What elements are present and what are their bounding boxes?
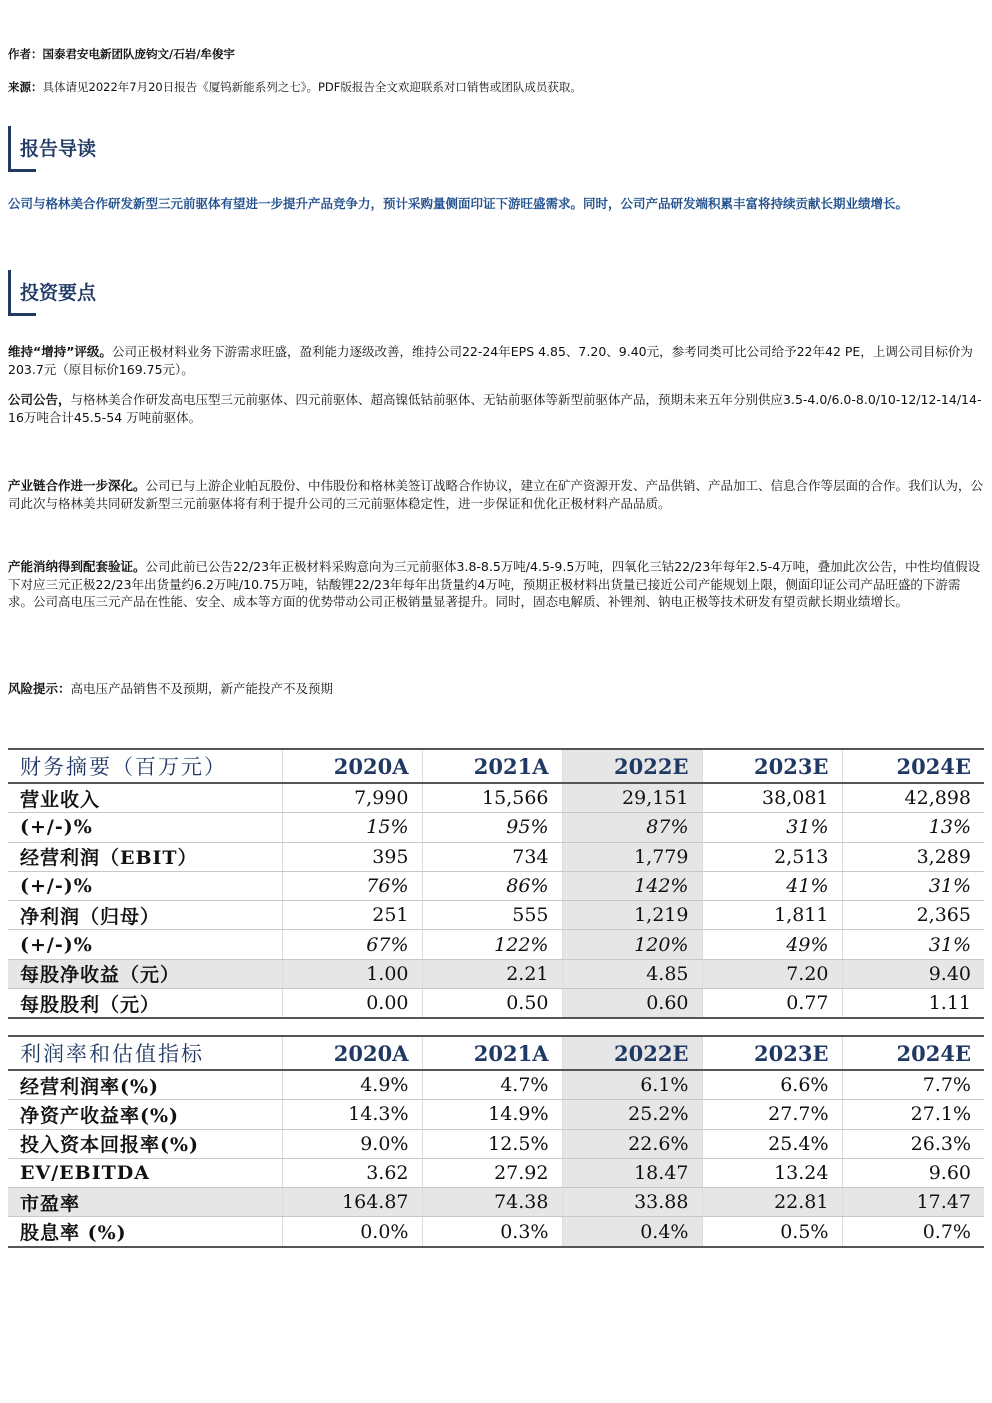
table-cell: 2.21 [422, 959, 562, 988]
point-industry-chain [8, 477, 984, 512]
table-cell: 9.0% [282, 1129, 422, 1158]
table-cell: 120% [562, 930, 702, 959]
table-row [8, 901, 984, 930]
table-cell: 555 [422, 901, 562, 930]
guide-title: 报告导读 [20, 138, 97, 160]
table-row [8, 1217, 984, 1247]
table-cell: 15% [282, 813, 422, 842]
table-cell: 6.1% [562, 1070, 702, 1100]
table-cell: 86% [422, 871, 562, 900]
table-cell: 1,219 [562, 901, 702, 930]
table-cell: 0.60 [562, 989, 702, 1019]
table-header-row [8, 749, 984, 783]
table-cell: 27.7% [702, 1100, 842, 1129]
table-cell: 1,811 [702, 901, 842, 930]
row-label: (+/-)% [8, 813, 282, 842]
table-cell: 26.3% [842, 1129, 984, 1158]
table-cell: 14.9% [422, 1100, 562, 1129]
table-cell: 22.81 [702, 1188, 842, 1217]
table-cell: 27.1% [842, 1100, 984, 1129]
table-cell: 33.88 [562, 1188, 702, 1217]
row-label: 营业收入 [8, 783, 282, 813]
point-head: 风险提示： [8, 681, 71, 696]
author-value: 国泰君安电新团队庞钧文/石岩/牟俊宇 [42, 47, 235, 61]
table-cell: 7,990 [282, 783, 422, 813]
table-cell: 1,779 [562, 842, 702, 871]
table-cell: 95% [422, 813, 562, 842]
table-cell: 4.7% [422, 1070, 562, 1100]
table-cell: 49% [702, 930, 842, 959]
row-label: (+/-)% [8, 871, 282, 900]
section-bar-decoration [8, 126, 11, 172]
point-body: 公司正极材料业务下游需求旺盛，盈利能力逐级改善，维持公司22-24年EPS 4.85、7.20、9.40元，参考同类可比公司给予22年42 PE，上调公司目标价为203.7元（原目标价169.75元）。 [8, 344, 973, 377]
table-cell: 4.85 [562, 959, 702, 988]
table-cell: 29,151 [562, 783, 702, 813]
table-cell: 18.47 [562, 1158, 702, 1187]
table-cell: 1.00 [282, 959, 422, 988]
table-row [8, 959, 984, 988]
table-row [8, 1070, 984, 1100]
table-row [8, 783, 984, 813]
year-header: 2022E [562, 1036, 702, 1070]
points-title: 投资要点 [20, 282, 97, 304]
source-label: 来源： [8, 80, 43, 94]
table-cell: 27.92 [422, 1158, 562, 1187]
point-rating [8, 343, 984, 378]
row-label: 经营利润（EBIT） [8, 842, 282, 871]
table-cell: 164.87 [282, 1188, 422, 1217]
financial-summary-table [8, 748, 984, 1019]
table-cell: 42,898 [842, 783, 984, 813]
table-cell: 0.3% [422, 1217, 562, 1247]
year-header: 2020A [282, 749, 422, 783]
table-row [8, 989, 984, 1019]
table-cell: 0.4% [562, 1217, 702, 1247]
point-body: 公司此前已公告22/23年正极材料采购意向为三元前驱体3.8-8.5万吨/4.5-9.5万吨，四氧化三钴22/23年每年2.5-4万吨，叠加此次公告，中性均值假设下对应三元正极22/23年出货量约6.2万吨/10.75万吨，钴酸锂22/23年每年出货量约4万吨，预期正极材料出货量已接近公司产能规划上限，侧面印证公司产品旺盛的下游需求。公司高电压三元产品在性能、安全、成本等方面的优势带动公司正极销量显著提升。同时，固态电解质、补锂剂、钠电正极等技术研发有望贡献长期业绩增长。 [8, 559, 981, 609]
table-cell: 4.9% [282, 1070, 422, 1100]
year-header: 2023E [702, 749, 842, 783]
table-row [8, 1129, 984, 1158]
table-cell: 1.11 [842, 989, 984, 1019]
table-cell: 87% [562, 813, 702, 842]
table-cell: 9.60 [842, 1158, 984, 1187]
row-label: 净资产收益率(%) [8, 1100, 282, 1129]
row-label: 每股股利（元） [8, 989, 282, 1019]
year-header: 2022E [562, 749, 702, 783]
table-cell: 395 [282, 842, 422, 871]
table-cell: 76% [282, 871, 422, 900]
table-cell: 0.5% [702, 1217, 842, 1247]
table-row [8, 813, 984, 842]
author-line [8, 46, 235, 62]
table-cell: 22.6% [562, 1129, 702, 1158]
table-cell: 25.4% [702, 1129, 842, 1158]
points-section-header [8, 270, 308, 316]
table-cell: 13.24 [702, 1158, 842, 1187]
table-cell: 0.00 [282, 989, 422, 1019]
row-label: 净利润（归母） [8, 901, 282, 930]
section-underline-decoration [8, 313, 36, 316]
row-label: 每股净收益（元） [8, 959, 282, 988]
source-line [8, 79, 582, 95]
year-header: 2020A [282, 1036, 422, 1070]
table-cell: 0.50 [422, 989, 562, 1019]
year-header: 2021A [422, 1036, 562, 1070]
table-cell: 31% [842, 930, 984, 959]
table-cell: 142% [562, 871, 702, 900]
table-row [8, 930, 984, 959]
guide-text: 公司与格林美合作研发新型三元前驱体有望进一步提升产品竞争力，预计采购量侧面印证下游旺盛需求。同时，公司产品研发端积累丰富将持续贡献长期业绩增长。 [8, 196, 909, 211]
year-header: 2024E [842, 749, 984, 783]
guide-section-header [8, 126, 308, 172]
point-body: 公司已与上游企业帕瓦股份、中伟股份和格林美签订战略合作协议，建立在矿产资源开发、产品供销、产品加工、信息合作等层面的合作。我们认为，公司此次与格林美共同研发新型三元前驱体将有利于提升公司的三元前驱体稳定性，进一步保证和优化正极材料产品品质。 [8, 478, 984, 511]
table-cell: 31% [702, 813, 842, 842]
table-title: 利润率和估值指标 [8, 1036, 282, 1070]
table-cell: 13% [842, 813, 984, 842]
table-title: 财务摘要（百万元） [8, 749, 282, 783]
table-cell: 3.62 [282, 1158, 422, 1187]
table-row [8, 1100, 984, 1129]
table-cell: 734 [422, 842, 562, 871]
year-header: 2024E [842, 1036, 984, 1070]
row-label: 投入资本回报率(%) [8, 1129, 282, 1158]
point-head: 公司公告， [8, 392, 71, 407]
table-cell: 122% [422, 930, 562, 959]
table-cell: 6.6% [702, 1070, 842, 1100]
year-header: 2023E [702, 1036, 842, 1070]
table-cell: 2,513 [702, 842, 842, 871]
valuation-table [8, 1035, 984, 1248]
point-head: 产能消纳得到配套验证。 [8, 559, 146, 574]
table-cell: 25.2% [562, 1100, 702, 1129]
point-body: 与格林美合作研发高电压型三元前驱体、四元前驱体、超高镍低钴前驱体、无钴前驱体等新型前驱体产品，预期未来五年分别供应3.5-4.0/6.0-8.0/10-12/12-14/14-16万吨合计45.5-54 万吨前驱体。 [8, 392, 982, 425]
table-cell: 0.7% [842, 1217, 984, 1247]
table-cell: 67% [282, 930, 422, 959]
point-announcement [8, 391, 984, 426]
section-underline-decoration [8, 169, 36, 172]
table-cell: 15,566 [422, 783, 562, 813]
section-bar-decoration [8, 270, 11, 316]
table-cell: 9.40 [842, 959, 984, 988]
point-head: 产业链合作进一步深化。 [8, 478, 146, 493]
table-header-row [8, 1036, 984, 1070]
table-cell: 74.38 [422, 1188, 562, 1217]
table-cell: 38,081 [702, 783, 842, 813]
table-cell: 0.0% [282, 1217, 422, 1247]
table-cell: 17.47 [842, 1188, 984, 1217]
row-label: (+/-)% [8, 930, 282, 959]
source-value: 具体请见2022年7月20日报告《厦钨新能系列之七》。PDF版报告全文欢迎联系对口销售或团队成员获取。 [42, 80, 582, 94]
table-row [8, 842, 984, 871]
point-capacity [8, 558, 984, 611]
table-cell: 2,365 [842, 901, 984, 930]
table-cell: 251 [282, 901, 422, 930]
row-label: 经营利润率(%) [8, 1070, 282, 1100]
point-body: 高电压产品销售不及预期，新产能投产不及预期 [70, 681, 334, 696]
table-cell: 12.5% [422, 1129, 562, 1158]
year-header: 2021A [422, 749, 562, 783]
table-cell: 31% [842, 871, 984, 900]
row-label: EV/EBITDA [8, 1158, 282, 1187]
table-cell: 14.3% [282, 1100, 422, 1129]
row-label: 股息率 (%) [8, 1217, 282, 1247]
point-risk [8, 680, 984, 698]
table-row [8, 1188, 984, 1217]
table-cell: 0.77 [702, 989, 842, 1019]
table-cell: 7.20 [702, 959, 842, 988]
table-row [8, 871, 984, 900]
author-label: 作者： [8, 47, 43, 61]
row-label: 市盈率 [8, 1188, 282, 1217]
table-cell: 7.7% [842, 1070, 984, 1100]
table-cell: 3,289 [842, 842, 984, 871]
table-row [8, 1158, 984, 1187]
point-head: 维持“增持”评级。 [8, 344, 112, 359]
table-cell: 41% [702, 871, 842, 900]
